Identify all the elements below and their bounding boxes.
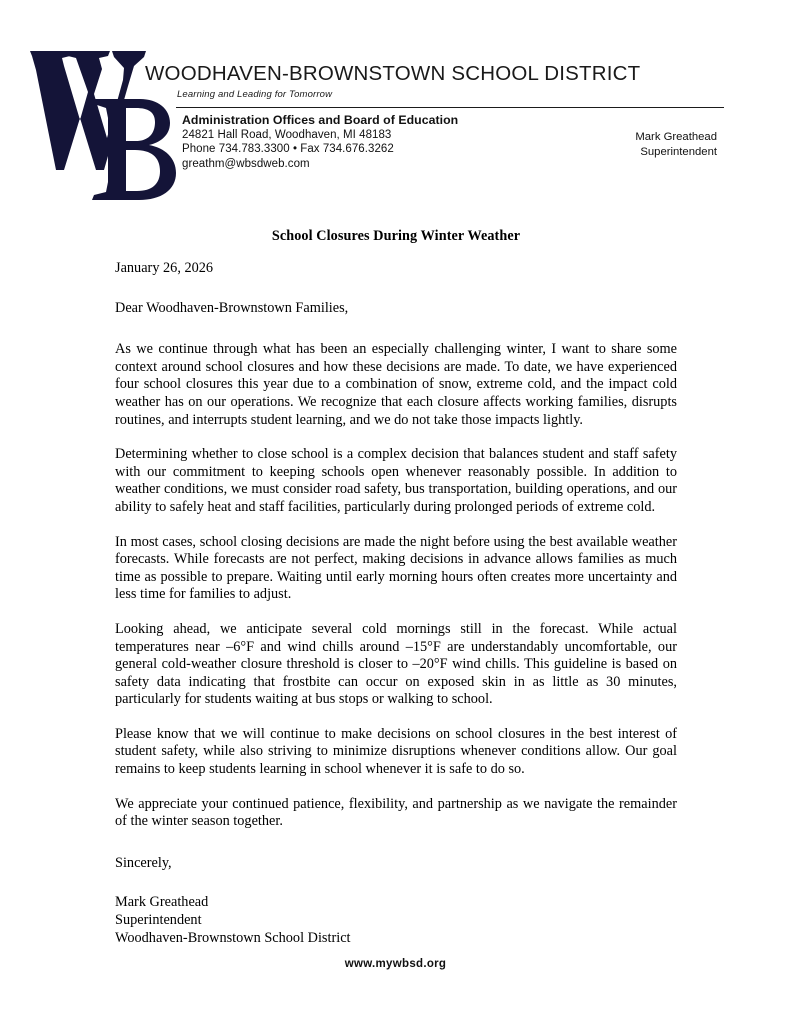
district-tagline: Learning and Leading for Tomorrow <box>177 89 333 100</box>
address-email: greathm@wbsdweb.com <box>182 157 310 170</box>
address-title: Administration Offices and Board of Education <box>182 113 459 127</box>
letter-paragraph: We appreciate your continued patience, flexibility, and partnership as we navigate the remainder of the winter season together. <box>115 795 677 830</box>
header-divider <box>176 107 724 108</box>
letter-paragraph: Please know that we will continue to make decisions on school closures in the best interest of student safety, while also striving to minimize disruptions whenever conditions allow. Our goal remains to keep students learning in school whenever it is safe to do so. <box>115 725 677 778</box>
letter-closing: Sincerely, <box>115 854 172 871</box>
letter-paragraph: Looking ahead, we anticipate several cold mornings still in the forecast. While actual temperatures near –6°F and wind chills around –15°F are understandably uncomfortable, our general cold-weather closure threshold is closer to –20°F wind chills. This guideline is based on safety data indicating that frostbite can occur on exposed skin in as little as 30 minutes, particularly for students waiting at bus stops or walking to school. <box>115 620 677 708</box>
letter-paragraph: In most cases, school closing decisions are made the night before using the best available weather forecasts. While forecasts are not perfect, making decisions in advance allows families as much time as possible to prepare. Waiting until early morning hours often creates more uncertainty and less time for families to adjust. <box>115 533 677 603</box>
signature-title: Superintendent <box>115 912 202 929</box>
letter-body <box>115 260 677 947</box>
superintendent-block <box>565 130 717 159</box>
superintendent-title: Superintendent <box>640 145 717 158</box>
superintendent-name: Mark Greathead <box>635 131 717 143</box>
footer-website: www.mywbsd.org <box>344 958 447 970</box>
address-block <box>182 113 458 171</box>
address-phone-fax: Phone 734.783.3300 • Fax 734.676.3262 <box>182 143 394 156</box>
letter-paragraph: As we continue through what has been an especially challenging winter, I want to share some context around school closures and how these decisions are made. To date, we have experienced four school closures this year due to a combination of snow, extreme cold, and the impact cold weather has on our operations. We recognize that each closure affects working families, disrupts routines, and interrupts student learning, and we do not take those impacts lightly. <box>115 341 677 428</box>
letter-salutation: Dear Woodhaven-Brownstown Families, <box>115 299 349 316</box>
signature-name: Mark Greathead <box>115 894 209 911</box>
signature-block <box>115 894 677 947</box>
letter-date: January 26, 2026 <box>115 260 214 276</box>
district-name: WOODHAVEN-BROWNSTOWN SCHOOL DISTRICT <box>145 62 641 85</box>
address-street: 24821 Hall Road, Woodhaven, MI 48183 <box>182 128 392 141</box>
signature-organization: Woodhaven-Brownstown School District <box>115 929 351 946</box>
page-title: School Closures During Winter Weather <box>271 228 521 244</box>
letterhead <box>0 0 791 205</box>
letter-paragraph: Determining whether to close school is a complex decision that balances student and staff safety with our commitment to keeping schools open whenever reasonably possible. In addition to weather conditions, we must consider road safety, bus transportation, building operations, and our ability to safely heat and staff facilities, particularly during prolonged periods of extreme cold. <box>115 446 677 515</box>
